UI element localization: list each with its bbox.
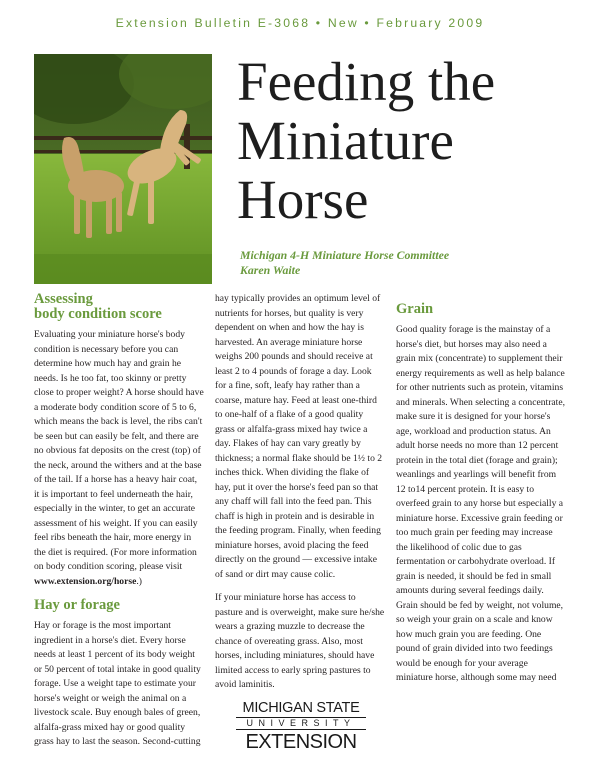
section-heading-body-condition xyxy=(34,292,204,322)
section-heading-grain: Grain xyxy=(396,301,434,317)
grain-paragraph-1: Good quality forage is the mainstay of a horse's diet, but horses may also need a grain mix (concentrate) to supplement their energy requirements as well as help balance for other nutrients such as protein, vitamins and minerals. When selecting a concentrate, make sure it is designed for your horse's age, workload and production status. An adult horse needs no more than 12 percent protein in the total diet (forage and grain); weanlings and yearlings will benefit from 12 to14 percent protein. It is easy to overfeed grain to any horse but especially a miniature horse. Excessive grain feeding or too much grain per feeding may increase the likelihood of colic due to gas fermentation or carbohydrate overload. If grain is needed, it should be fed in small amounts during several feedings daily. Grain should be fed by weight, not volume, so weigh your grain on a scale and know how much grain you are feeding. One pound of grain divided into two feedings would be enough for your average miniature horse, although some may need xyxy=(396,324,565,683)
heading-line-2: body condition score xyxy=(34,306,162,322)
extension-link[interactable]: www.extension.org/horse xyxy=(34,575,137,587)
bulletin-header: Extension Bulletin E-3068 • New • February 2009 xyxy=(115,16,485,30)
hay-paragraph-1: Hay or forage is the most important ingredient in a horse's diet. Every horse needs at least 1 percent of its body weight or 50 percent of total intake in good quality forage. Use a weight tape to estimate your horse's weight or weigh the animal on a livestock scale. Buy enough bales of green, alfalfa-grass mixed hay or good quality grass hay to last the season. Second-cutting xyxy=(34,620,201,747)
cover-photo xyxy=(34,54,212,284)
author-name: Karen Waite xyxy=(240,263,301,277)
column-2 xyxy=(215,292,385,702)
logo-line-3: EXTENSION xyxy=(245,731,357,753)
hay-paragraph-1-cont: hay typically provides an optimum level of nutrients for horses, but quality is very dependent on when and how the hay is harvested. An average miniature horse weighs 200 pounds and should receive at least 2 to 4 pounds of forage a day. Look for a fine, soft, leafy hay rather than a coarse, mature hay. Feed at least one-third to one-half of a flake of a good quality grass or alfalfa-grass mixed hay twice a day. Flakes of hay can vary greatly by thickness; a normal flake should be 1½ to 2 inches thick. When dividing the flake of hay, put it over the horse's feed pan so that any chaff will fall into the feed pan. This chaff is high in protein and is desirable in the feeding program. Finally, when feeding miniature horses, avoid placing the feed directly on the ground — excessive intake of sand or dirt may cause colic. xyxy=(215,293,383,580)
heading-line-1: Assessing xyxy=(34,291,93,307)
document-title xyxy=(237,52,577,229)
section-heading-hay: Hay or forage xyxy=(34,597,120,613)
title-line-3: Horse xyxy=(237,169,369,230)
logo-line-1: MICHIGAN STATE xyxy=(242,700,360,716)
committee-name: Michigan 4-H Miniature Horse Committee xyxy=(240,248,450,262)
column-3 xyxy=(396,292,566,695)
body-condition-text: Evaluating your miniature horse's body condition is necessary before you can determine how much hay and grain he needs. Is he too fat, too skinny or pretty close to proper weight? A horse should have a moderate body condition score of 5 to 6, which means the back is level, the ribs can't be seen but can easily be felt, and there are no obvious fat deposits on the crest (top) of the neck, around the withers and at the base of the tail. If a horse has a heavy hair coat, it is important to feel underneath the hair, especially in the winter, to get an accurate assessment of his weight. If you can easily feel ribs beneath the hair, more energy in the diet is required. (For more information on body condition scoring, please visit xyxy=(34,329,204,572)
msu-extension-logo xyxy=(226,700,376,753)
hay-paragraph-2: If your miniature horse has access to pasture and is overweight, make sure he/she wears a grazing muzzle to decrease the chance of overeating grass. Also, most horses, including miniatures, should have limited access to early spring pastures to avoid laminitis. xyxy=(215,592,385,690)
body-condition-paragraph xyxy=(34,328,204,589)
body-condition-text-end: .) xyxy=(136,575,142,587)
logo-line-2: UNIVERSITY xyxy=(236,717,366,730)
byline xyxy=(240,248,449,278)
column-1 xyxy=(34,292,204,759)
title-line-1: Feeding the xyxy=(237,51,496,112)
title-line-2: Miniature xyxy=(237,110,454,171)
